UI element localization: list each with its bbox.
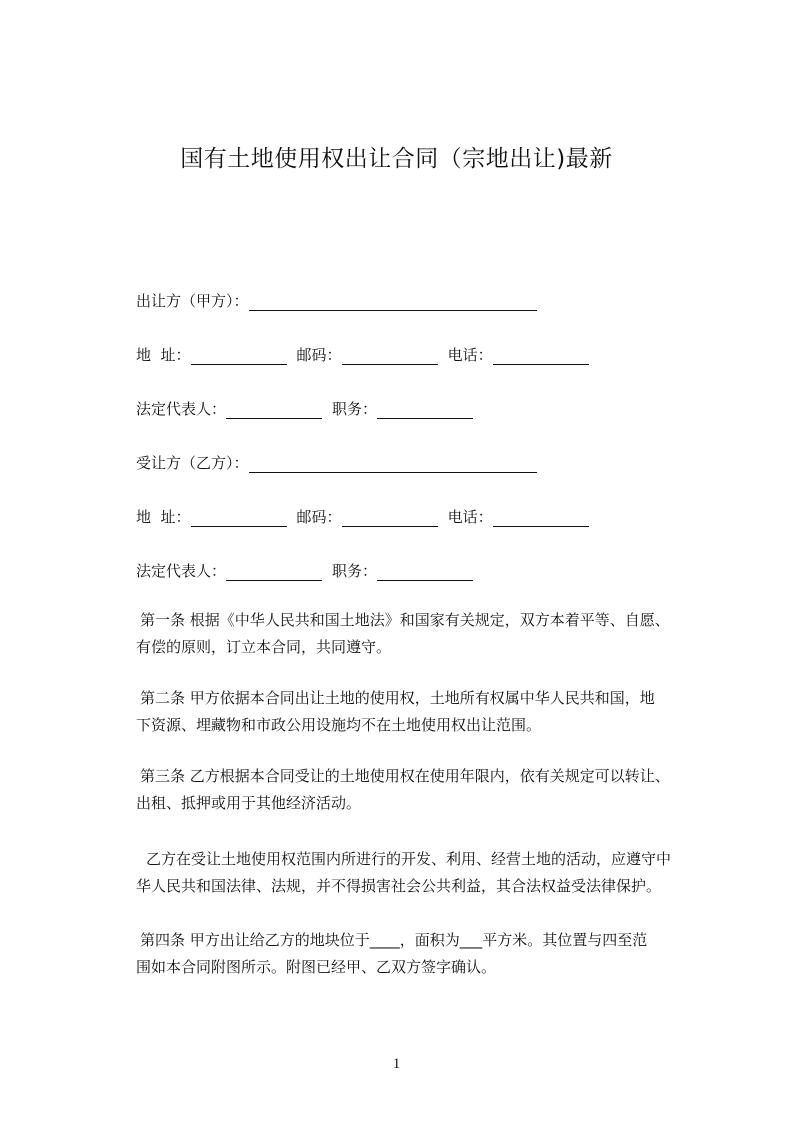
grantor-label: 出让方（甲方）：	[136, 292, 249, 310]
paragraph-line-1: 乙方在受让土地使用权范围内所进行的开发、利用、经营土地的活动，应遵守中	[146, 850, 672, 868]
phone-blank	[493, 349, 589, 365]
page-number: 1	[392, 1056, 401, 1072]
address-label: 地 址：	[136, 346, 191, 364]
legal-rep-blank	[226, 565, 322, 581]
article-1-line-1: 第一条 根据《中华人民共和国土地法》和国家有关规定，双方本着平等、自愿、	[140, 611, 670, 629]
grantor-blank	[249, 295, 537, 311]
legal-rep-blank	[226, 403, 322, 419]
grantor-row	[136, 291, 547, 311]
postcode-label: 邮码：	[296, 346, 342, 364]
legal-rep-label: 法定代表人：	[136, 400, 227, 418]
grantee-rep-row	[136, 561, 483, 581]
address-blank	[191, 511, 287, 527]
postcode-blank	[342, 511, 438, 527]
postcode-label: 邮码：	[296, 508, 342, 526]
address-label: 地 址：	[136, 508, 191, 526]
article-3-line-1: 第三条 乙方根据本合同受让的土地使用权在使用年限内，依有关规定可以转让、	[140, 767, 670, 785]
grantee-label: 受让方（乙方）：	[136, 454, 249, 472]
grantor-address-row	[136, 345, 599, 365]
grantee-blank	[249, 457, 537, 473]
address-blank	[191, 349, 287, 365]
postcode-blank	[342, 349, 438, 365]
article-1-line-2: 有偿的原则，订立本合同，共同遵守。	[136, 638, 392, 656]
position-label: 职务：	[332, 400, 378, 418]
phone-label: 电话：	[447, 508, 493, 526]
grantee-row	[136, 453, 547, 473]
grantor-rep-row	[136, 399, 483, 419]
position-label: 职务：	[332, 562, 378, 580]
position-blank	[377, 565, 473, 581]
article-4-line-1: 第四条 甲方出让给乙方的地块位于____，面积为___平方米。其位置与四至范	[140, 931, 648, 949]
phone-blank	[493, 511, 589, 527]
article-2-line-1: 第二条 甲方依据本合同出让土地的使用权，土地所有权属中华人民共和国，地	[140, 689, 655, 707]
article-2-line-2: 下资源、埋藏物和市政公用设施均不在土地使用权出让范围。	[136, 716, 542, 734]
article-3-line-2: 出租、抵押或用于其他经济活动。	[136, 794, 362, 812]
grantee-address-row	[136, 507, 599, 527]
legal-rep-label: 法定代表人：	[136, 562, 227, 580]
position-blank	[377, 403, 473, 419]
document-title: 国有土地使用权出让合同（宗地出让)最新	[180, 146, 613, 172]
phone-label: 电话：	[447, 346, 493, 364]
article-4-line-2: 围如本合同附图所示。附图已经甲、乙双方签字确认。	[136, 958, 497, 976]
paragraph-line-2: 华人民共和国法律、法规，并不得损害社会公共利益，其合法权益受法律保护。	[136, 877, 662, 895]
